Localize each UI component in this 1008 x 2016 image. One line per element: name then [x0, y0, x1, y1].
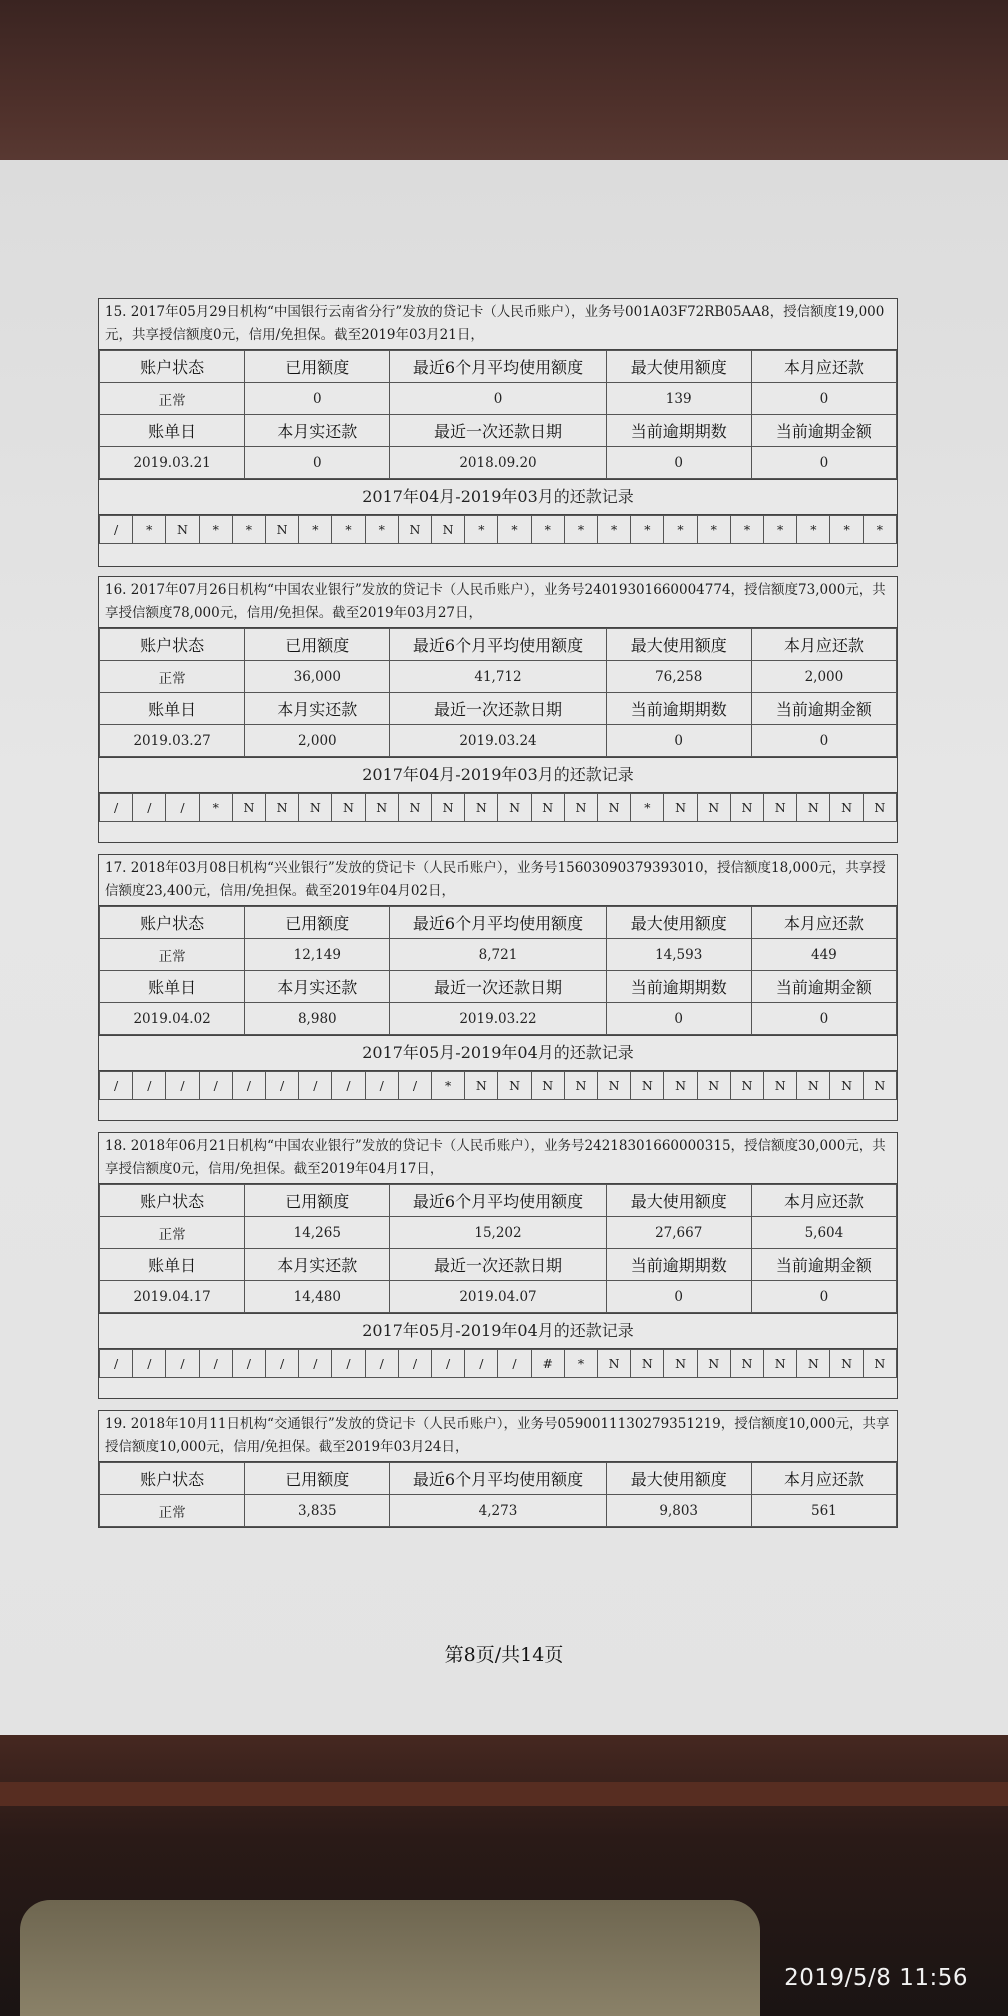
- label-max-used: 最大使用额度: [606, 1463, 751, 1495]
- history-cell: /: [166, 1350, 199, 1378]
- credit-record-17: [98, 854, 898, 1121]
- history-cell: N: [830, 1072, 863, 1100]
- history-cell: N: [863, 794, 896, 822]
- history-cell: /: [133, 1350, 166, 1378]
- history-cell: *: [564, 1350, 597, 1378]
- value-due-this-month: 0: [751, 383, 896, 415]
- credit-record-15: [98, 298, 898, 567]
- history-cell: /: [332, 1350, 365, 1378]
- label-account-status: 账户状态: [100, 351, 245, 383]
- history-cell: N: [664, 1072, 697, 1100]
- history-cell: /: [266, 1350, 299, 1378]
- value-overdue-amount: 0: [751, 1003, 896, 1035]
- record-table: [99, 1184, 897, 1313]
- history-cell: N: [498, 1072, 531, 1100]
- history-cell: N: [830, 794, 863, 822]
- history-cell: /: [398, 1350, 431, 1378]
- history-cell: N: [299, 794, 332, 822]
- label-last-payment-date: 最近一次还款日期: [390, 1249, 606, 1281]
- record-table: [99, 1462, 897, 1527]
- value-account-status: 正常: [100, 1495, 245, 1527]
- value-account-status: 正常: [100, 1217, 245, 1249]
- label-bill-date: 账单日: [100, 971, 245, 1003]
- label-paid-this-month: 本月实还款: [245, 971, 390, 1003]
- history-cell: N: [598, 794, 631, 822]
- record-table: [99, 906, 897, 1035]
- value-account-status: 正常: [100, 939, 245, 971]
- label-paid-this-month: 本月实还款: [245, 1249, 390, 1281]
- history-cell: N: [598, 1350, 631, 1378]
- label-paid-this-month: 本月实还款: [245, 693, 390, 725]
- history-cell: N: [697, 794, 730, 822]
- record-header: 16. 2017年07月26日机构“中国农业银行”发放的贷记卡（人民币账户），业务号24019301660004774，授信额度73,000元，共享授信额度78,000元，信用/免担保。截至2019年03月27日，: [99, 577, 897, 628]
- history-cell: N: [797, 794, 830, 822]
- history-cell: /: [498, 1350, 531, 1378]
- value-avg-6m: 8,721: [390, 939, 606, 971]
- history-cell: *: [564, 516, 597, 544]
- history-cell: /: [232, 1350, 265, 1378]
- label-max-used: 最大使用额度: [606, 351, 751, 383]
- history-cell: /: [100, 1072, 133, 1100]
- history-cell: N: [863, 1072, 896, 1100]
- photo-timestamp: 2019/5/8 11:56: [784, 1965, 968, 1991]
- history-cell: N: [232, 794, 265, 822]
- history-cell: N: [631, 1072, 664, 1100]
- label-last-payment-date: 最近一次还款日期: [390, 971, 606, 1003]
- history-cell: N: [764, 1072, 797, 1100]
- label-account-status: 账户状态: [100, 1463, 245, 1495]
- history-cell: /: [199, 1072, 232, 1100]
- history-cell: N: [432, 794, 465, 822]
- history-cell: N: [631, 1350, 664, 1378]
- history-table: [99, 1349, 897, 1378]
- history-cell: /: [100, 794, 133, 822]
- history-cell: N: [531, 1072, 564, 1100]
- history-title: 2017年05月-2019年04月的还款记录: [99, 1035, 897, 1071]
- label-avg-6m: 最近6个月平均使用额度: [390, 1185, 606, 1217]
- value-used-limit: 36,000: [245, 661, 390, 693]
- value-used-limit: 14,265: [245, 1217, 390, 1249]
- history-cell: *: [631, 794, 664, 822]
- history-cell: N: [564, 1072, 597, 1100]
- history-cell: *: [631, 516, 664, 544]
- background-wall: [0, 0, 1008, 170]
- history-cell: N: [332, 794, 365, 822]
- record-header: 18. 2018年06月21日机构“中国农业银行”发放的贷记卡（人民币账户），业务号24218301660000315，授信额度30,000元，共享授信额度0元，信用/免担保。截至2019年04月17日，: [99, 1133, 897, 1184]
- label-avg-6m: 最近6个月平均使用额度: [390, 1463, 606, 1495]
- history-cell: *: [133, 516, 166, 544]
- history-cell: N: [398, 516, 431, 544]
- history-cell: N: [764, 794, 797, 822]
- value-used-limit: 3,835: [245, 1495, 390, 1527]
- history-cell: N: [697, 1350, 730, 1378]
- history-cell: N: [863, 1350, 896, 1378]
- history-cell: N: [266, 794, 299, 822]
- history-cell: *: [697, 516, 730, 544]
- history-cell: N: [166, 516, 199, 544]
- history-cell: *: [598, 516, 631, 544]
- history-cell: N: [797, 1072, 830, 1100]
- history-cell: /: [166, 794, 199, 822]
- desk-edge: [0, 1782, 1008, 1806]
- value-overdue-amount: 0: [751, 725, 896, 757]
- label-used-limit: 已用额度: [245, 1185, 390, 1217]
- label-used-limit: 已用额度: [245, 1463, 390, 1495]
- value-used-limit: 12,149: [245, 939, 390, 971]
- history-table: [99, 515, 897, 544]
- label-max-used: 最大使用额度: [606, 907, 751, 939]
- label-bill-date: 账单日: [100, 1249, 245, 1281]
- value-account-status: 正常: [100, 383, 245, 415]
- history-cell: /: [166, 1072, 199, 1100]
- label-avg-6m: 最近6个月平均使用额度: [390, 629, 606, 661]
- value-avg-6m: 15,202: [390, 1217, 606, 1249]
- label-due-this-month: 本月应还款: [751, 351, 896, 383]
- value-overdue-periods: 0: [606, 725, 751, 757]
- history-cell: N: [564, 794, 597, 822]
- label-used-limit: 已用额度: [245, 907, 390, 939]
- history-cell: #: [531, 1350, 564, 1378]
- value-due-this-month: 5,604: [751, 1217, 896, 1249]
- history-cell: N: [730, 1350, 763, 1378]
- value-paid-this-month: 14,480: [245, 1281, 390, 1313]
- history-cell: *: [365, 516, 398, 544]
- label-bill-date: 账单日: [100, 693, 245, 725]
- history-row: [100, 516, 897, 544]
- value-paid-this-month: 2,000: [245, 725, 390, 757]
- history-cell: /: [332, 1072, 365, 1100]
- value-avg-6m: 4,273: [390, 1495, 606, 1527]
- history-cell: N: [498, 794, 531, 822]
- label-overdue-periods: 当前逾期期数: [606, 415, 751, 447]
- history-cell: /: [365, 1072, 398, 1100]
- credit-record-18: [98, 1132, 898, 1399]
- value-avg-6m: 0: [390, 383, 606, 415]
- history-cell: N: [664, 1350, 697, 1378]
- label-overdue-periods: 当前逾期期数: [606, 693, 751, 725]
- value-due-this-month: 449: [751, 939, 896, 971]
- value-overdue-amount: 0: [751, 447, 896, 479]
- history-cell: *: [498, 516, 531, 544]
- history-cell: *: [332, 516, 365, 544]
- value-bill-date: 2019.04.02: [100, 1003, 245, 1035]
- value-last-payment-date: 2019.03.22: [390, 1003, 606, 1035]
- history-cell: /: [398, 1072, 431, 1100]
- value-bill-date: 2019.04.17: [100, 1281, 245, 1313]
- history-cell: N: [830, 1350, 863, 1378]
- page-number: 第8页/共14页: [444, 1644, 564, 1666]
- floor-area: [20, 1900, 760, 2016]
- value-max-used: 76,258: [606, 661, 751, 693]
- history-cell: N: [697, 1072, 730, 1100]
- value-last-payment-date: 2019.04.07: [390, 1281, 606, 1313]
- history-title: 2017年04月-2019年03月的还款记录: [99, 479, 897, 515]
- history-cell: N: [365, 794, 398, 822]
- history-cell: N: [465, 794, 498, 822]
- history-cell: /: [465, 1350, 498, 1378]
- history-cell: /: [133, 794, 166, 822]
- label-bill-date: 账单日: [100, 415, 245, 447]
- history-cell: *: [531, 516, 564, 544]
- history-cell: *: [199, 794, 232, 822]
- history-cell: *: [664, 516, 697, 544]
- label-due-this-month: 本月应还款: [751, 1185, 896, 1217]
- label-avg-6m: 最近6个月平均使用额度: [390, 351, 606, 383]
- value-overdue-periods: 0: [606, 1003, 751, 1035]
- history-cell: *: [199, 516, 232, 544]
- label-max-used: 最大使用额度: [606, 1185, 751, 1217]
- label-last-payment-date: 最近一次还款日期: [390, 415, 606, 447]
- history-cell: *: [797, 516, 830, 544]
- history-cell: N: [730, 794, 763, 822]
- label-due-this-month: 本月应还款: [751, 629, 896, 661]
- value-avg-6m: 41,712: [390, 661, 606, 693]
- history-table: [99, 793, 897, 822]
- value-account-status: 正常: [100, 661, 245, 693]
- value-max-used: 27,667: [606, 1217, 751, 1249]
- history-row: [100, 794, 897, 822]
- label-paid-this-month: 本月实还款: [245, 415, 390, 447]
- record-header: 15. 2017年05月29日机构“中国银行云南省分行”发放的贷记卡（人民币账户），业务号001A03F72RB05AA8，授信额度19,000元，共享授信额度0元，信用/免担保。截至2019年03月21日，: [99, 299, 897, 350]
- value-overdue-periods: 0: [606, 1281, 751, 1313]
- history-title: 2017年04月-2019年03月的还款记录: [99, 757, 897, 793]
- history-table: [99, 1071, 897, 1100]
- record-table: [99, 350, 897, 479]
- value-paid-this-month: 8,980: [245, 1003, 390, 1035]
- history-cell: N: [465, 1072, 498, 1100]
- value-due-this-month: 561: [751, 1495, 896, 1527]
- history-cell: *: [465, 516, 498, 544]
- history-cell: /: [299, 1350, 332, 1378]
- value-paid-this-month: 0: [245, 447, 390, 479]
- record-table: [99, 628, 897, 757]
- label-overdue-periods: 当前逾期期数: [606, 1249, 751, 1281]
- history-cell: N: [432, 516, 465, 544]
- label-avg-6m: 最近6个月平均使用额度: [390, 907, 606, 939]
- label-max-used: 最大使用额度: [606, 629, 751, 661]
- label-overdue-amount: 当前逾期金额: [751, 971, 896, 1003]
- history-cell: /: [232, 1072, 265, 1100]
- history-cell: N: [664, 794, 697, 822]
- history-cell: /: [266, 1072, 299, 1100]
- label-overdue-amount: 当前逾期金额: [751, 415, 896, 447]
- value-overdue-periods: 0: [606, 447, 751, 479]
- label-used-limit: 已用额度: [245, 351, 390, 383]
- value-overdue-amount: 0: [751, 1281, 896, 1313]
- label-used-limit: 已用额度: [245, 629, 390, 661]
- label-overdue-amount: 当前逾期金额: [751, 693, 896, 725]
- history-cell: /: [100, 516, 133, 544]
- credit-record-16: [98, 576, 898, 843]
- history-cell: /: [100, 1350, 133, 1378]
- label-overdue-periods: 当前逾期期数: [606, 971, 751, 1003]
- value-bill-date: 2019.03.27: [100, 725, 245, 757]
- value-max-used: 9,803: [606, 1495, 751, 1527]
- history-cell: N: [730, 1072, 763, 1100]
- history-cell: /: [365, 1350, 398, 1378]
- history-cell: /: [299, 1072, 332, 1100]
- value-max-used: 14,593: [606, 939, 751, 971]
- history-cell: /: [199, 1350, 232, 1378]
- value-used-limit: 0: [245, 383, 390, 415]
- history-row: [100, 1350, 897, 1378]
- history-cell: /: [432, 1350, 465, 1378]
- history-cell: *: [432, 1072, 465, 1100]
- history-cell: N: [764, 1350, 797, 1378]
- history-cell: *: [863, 516, 896, 544]
- record-header: 19. 2018年10月11日机构“交通银行”发放的贷记卡（人民币账户），业务号0590011130279351219，授信额度10,000元，共享授信额度10,000元，信用/免担保。截至2019年03月24日，: [99, 1411, 897, 1462]
- history-cell: N: [598, 1072, 631, 1100]
- label-account-status: 账户状态: [100, 907, 245, 939]
- history-cell: *: [764, 516, 797, 544]
- history-cell: /: [133, 1072, 166, 1100]
- history-cell: *: [299, 516, 332, 544]
- label-overdue-amount: 当前逾期金额: [751, 1249, 896, 1281]
- value-max-used: 139: [606, 383, 751, 415]
- history-row: [100, 1072, 897, 1100]
- label-due-this-month: 本月应还款: [751, 1463, 896, 1495]
- history-title: 2017年05月-2019年04月的还款记录: [99, 1313, 897, 1349]
- history-cell: *: [232, 516, 265, 544]
- label-account-status: 账户状态: [100, 1185, 245, 1217]
- label-due-this-month: 本月应还款: [751, 907, 896, 939]
- history-cell: N: [531, 794, 564, 822]
- history-cell: N: [797, 1350, 830, 1378]
- value-due-this-month: 2,000: [751, 661, 896, 693]
- history-cell: *: [830, 516, 863, 544]
- value-last-payment-date: 2019.03.24: [390, 725, 606, 757]
- label-last-payment-date: 最近一次还款日期: [390, 693, 606, 725]
- history-cell: *: [730, 516, 763, 544]
- value-bill-date: 2019.03.21: [100, 447, 245, 479]
- record-header: 17. 2018年03月08日机构“兴业银行”发放的贷记卡（人民币账户），业务号15603090379393010，授信额度18,000元，共享授信额度23,400元，信用/免担保。截至2019年04月02日，: [99, 855, 897, 906]
- credit-record-19: [98, 1410, 898, 1528]
- value-last-payment-date: 2018.09.20: [390, 447, 606, 479]
- history-cell: N: [398, 794, 431, 822]
- history-cell: N: [266, 516, 299, 544]
- label-account-status: 账户状态: [100, 629, 245, 661]
